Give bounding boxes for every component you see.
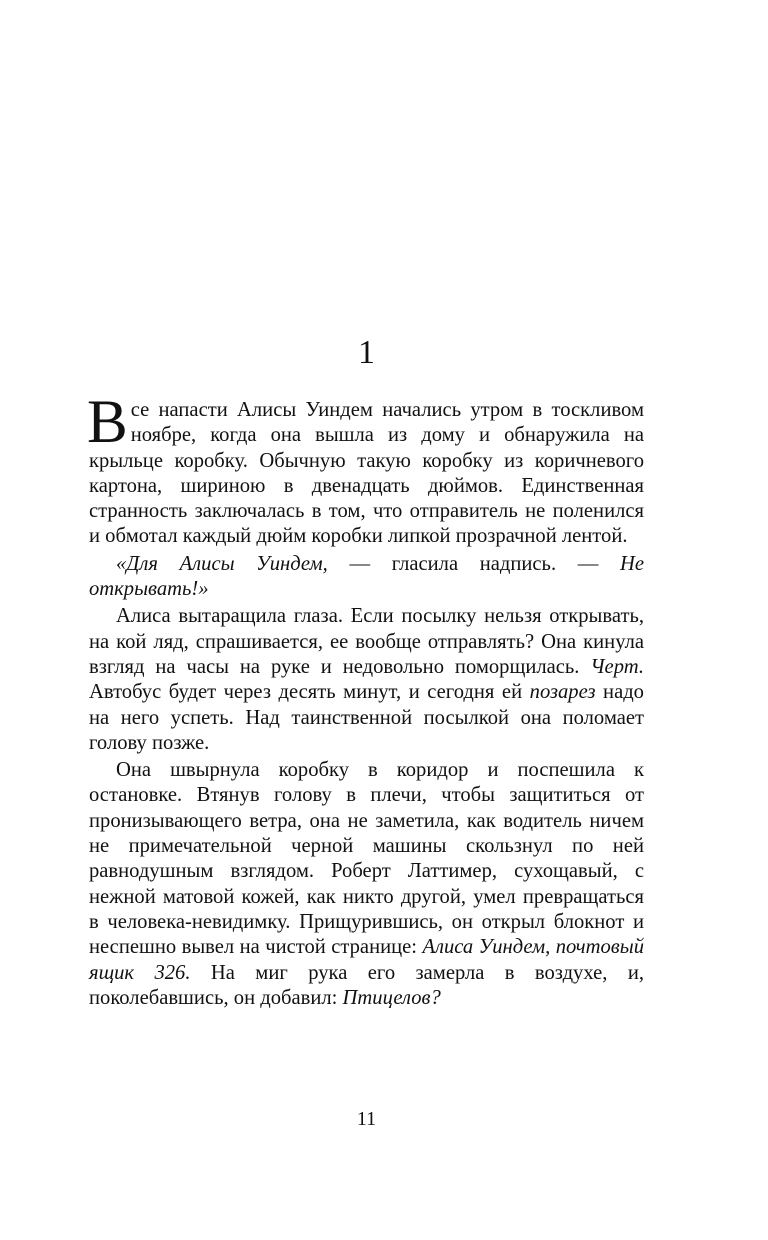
chapter-text [87,389,644,1013]
paragraph-4-text-2: На миг рука его замерла в воздухе, и, поколебавшись, он добавил: [89,961,644,1009]
paragraph-3-text-1: Алиса вытаращила глаза. Если посылку нельзя открывать, на кой ляд, спрашивается, ее вообще отправлять? Она кинула взгляд на часы на руке и недовольно поморщилась. [89,605,644,678]
paragraph-3-emphasis-1: Черт. [590,655,644,678]
paragraph-2-text: — гласила надпись. — [327,552,620,575]
paragraph-3 [89,604,644,756]
paragraph-3-text-3: надо на него успеть. Над таинственной посылкой она поломает голову позже. [89,681,644,754]
paragraph-4-text-1: Она швырнула коробку в коридор и поспешила к остановке. Втянув голову в плечи, чтобы защититься от пронизывающего ветра, она не заметила, как водитель ничем не примечательной черной машины скользнул по ней равнодушным взглядом. Роберт Латтимер, сухощавый, с нежной матовой кожей, как никто другой, умел превращаться в человека-невидимку. Прищурившись, он открыл блокнот и неспешно вывел на чистой странице: [89,759,644,959]
drop-cap: В [87,389,128,456]
paragraph-3-text-2: Автобус будет через десять минут, и сегодня ей [89,681,530,704]
paragraph-1-text: се напасти Алисы Уиндем начались утром в тоскливом ноябре, когда она вышла из дому и обнаружила на крыльце коробку. Обычную такую коробку из коричневого картона, шириною в двенадцать дюймов. Единственная странность заключалась в том, что отправитель не поленился и обмотал каждый дюйм коробки липкой прозрачной лентой. [89,399,644,548]
inscription-part-1: «Для Алисы Уиндем, [116,552,328,575]
paragraph-4-emphasis-1: Алиса Уиндем, почтовый ящик 326. [89,936,644,984]
page-number: 11 [356,1108,377,1130]
book-page [89,0,644,1240]
inscription-part-2: Не открывать!» [89,552,644,601]
paragraph-3-emphasis-2: позарез [529,681,596,704]
paragraph-1 [87,389,644,550]
paragraph-4-emphasis-2: Птицелов? [342,986,441,1009]
paragraph-4 [89,758,644,1011]
paragraph-2 [89,552,644,603]
chapter-number: 1 [358,334,375,371]
